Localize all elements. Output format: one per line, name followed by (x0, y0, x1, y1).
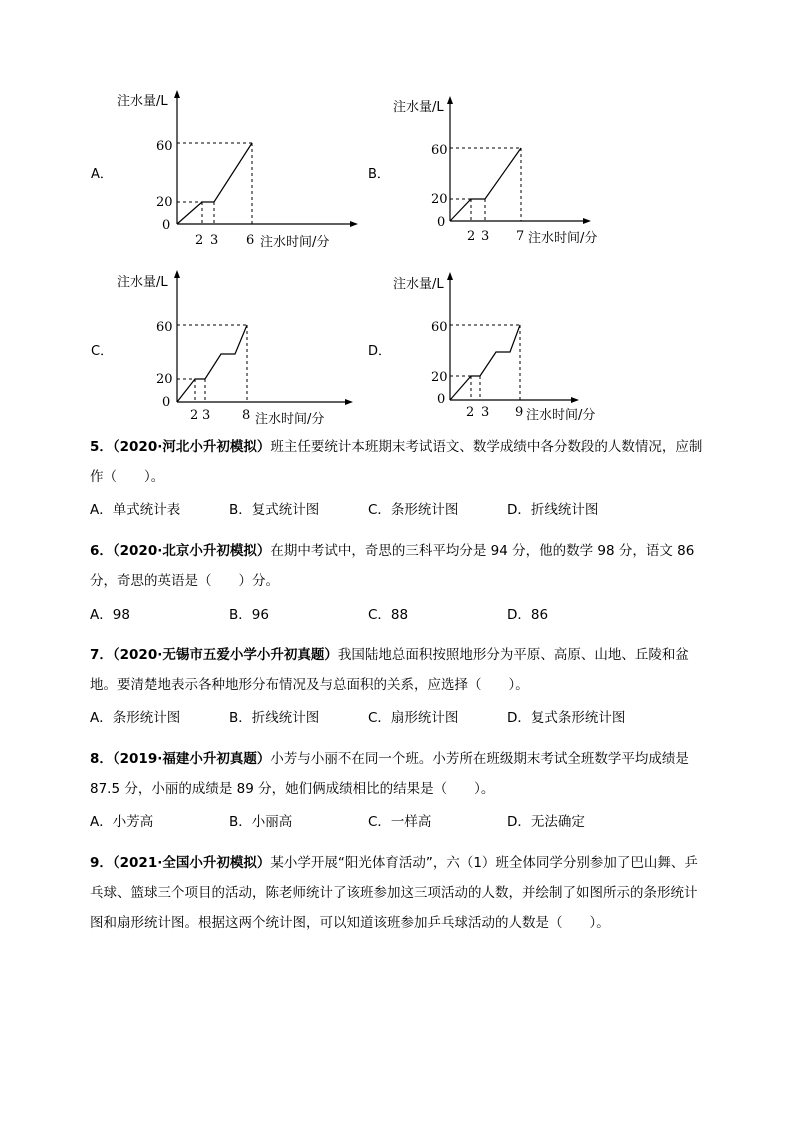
y-tick-20: 20 (431, 192, 448, 207)
choice-d[interactable]: D．86 (507, 607, 549, 623)
choice-b[interactable]: B．复式统计图 (229, 502, 320, 518)
question-8 (90, 744, 710, 804)
choice-b[interactable]: B．折线统计图 (229, 710, 320, 726)
water-line (177, 325, 247, 402)
option-c-graph (117, 268, 360, 433)
question-7-head: 7．（2020·无锡市五爱小学小升初真题） (90, 647, 338, 663)
question-5 (90, 432, 710, 492)
option-b-letter: B． (368, 167, 390, 182)
x-axis-label: 注水时间/分 (260, 235, 330, 250)
x-tick-3: 3 (202, 408, 211, 423)
x-axis-label: 注水时间/分 (526, 408, 596, 423)
y-tick-20: 20 (156, 372, 173, 387)
y-tick-0: 0 (437, 392, 446, 407)
y-tick-0: 0 (162, 395, 171, 410)
question-5-head: 5．（2020·河北小升初模拟） (90, 439, 271, 455)
choice-b[interactable]: B．小丽高 (229, 814, 293, 830)
y-axis-label: 注水量/L (393, 277, 444, 292)
question-9 (90, 848, 710, 938)
choice-a[interactable]: A．小芳高 (90, 814, 154, 830)
x-tick-2: 2 (190, 408, 199, 423)
x-tick-3: 3 (481, 229, 490, 244)
y-axis-label: 注水量/L (393, 100, 444, 115)
option-a-letter: A． (91, 167, 113, 182)
x-tick-end: 6 (246, 233, 255, 248)
question-7 (90, 640, 710, 700)
choice-c[interactable]: C．88 (368, 607, 409, 623)
question-6 (90, 536, 710, 596)
question-6-head: 6．（2020·北京小升初模拟） (90, 543, 271, 559)
x-tick-2: 2 (466, 405, 475, 420)
choice-a[interactable]: A．单式统计表 (90, 502, 181, 518)
water-line (450, 325, 520, 400)
choice-a[interactable]: A．条形统计图 (90, 710, 181, 726)
y-tick-0: 0 (437, 215, 446, 230)
option-a-graph (117, 88, 360, 258)
y-axis-label: 注水量/L (117, 94, 168, 109)
question-6-body: 在期中考试中，奇思的三科平均分是 94 分，他的数学 98 分，语文 86 分，奇思的英语是（ ）分。 (90, 543, 695, 589)
choice-d[interactable]: D．复式条形统计图 (507, 710, 626, 726)
y-tick-60: 60 (431, 320, 448, 335)
x-axis-label: 注水时间/分 (255, 412, 325, 427)
question-9-head: 9．（2021·全国小升初模拟） (90, 855, 271, 871)
x-tick-3: 3 (481, 405, 490, 420)
y-tick-0: 0 (162, 218, 171, 233)
choice-a[interactable]: A．98 (90, 607, 130, 623)
option-d-letter: D． (368, 344, 392, 359)
y-tick-60: 60 (156, 320, 173, 335)
water-line (177, 143, 252, 224)
x-tick-2: 2 (195, 233, 204, 248)
x-tick-2: 2 (467, 229, 476, 244)
question-7-body: 我国陆地总面积按照地形分为平原、高原、山地、丘陵和盆地。要清楚地表示各种地形分布情况及与总面积的关系，应选择（ ）。 (90, 647, 689, 693)
x-tick-end: 9 (515, 405, 524, 420)
x-tick-end: 7 (516, 229, 525, 244)
y-axis-label: 注水量/L (117, 275, 168, 290)
question-5-body: 班主任要统计本班期末考试语文、数学成绩中各分数段的人数情况，应制作（ ）。 (90, 439, 703, 485)
choice-d[interactable]: D．折线统计图 (507, 502, 599, 518)
question-9-body: 某小学开展“阳光体育活动”，六（1）班全体同学分别参加了巴山舞、乒乓球、篮球三个项目的活动，陈老师统计了该班参加这三项活动的人数，并绘制了如图所示的条形统计图和扇形统计图。根据这两个统计图，可以知道该班参加乒乓球活动的人数是（ ）。 (90, 855, 698, 931)
y-tick-20: 20 (156, 195, 173, 210)
option-d-graph (393, 270, 633, 430)
water-line (450, 148, 521, 221)
choice-d[interactable]: D．无法确定 (507, 814, 585, 830)
option-c-letter: C． (91, 344, 114, 359)
choice-c[interactable]: C．扇形统计图 (368, 710, 459, 726)
question-8-head: 8．（2019·福建小升初真题） (90, 751, 271, 767)
choice-b[interactable]: B．96 (229, 607, 269, 623)
choice-c[interactable]: C．条形统计图 (368, 502, 459, 518)
x-tick-3: 3 (210, 233, 219, 248)
x-axis-label: 注水时间/分 (528, 231, 598, 246)
y-tick-60: 60 (156, 139, 173, 154)
option-b-graph (393, 94, 633, 254)
choice-c[interactable]: C．一样高 (368, 814, 432, 830)
x-tick-end: 8 (242, 408, 251, 423)
y-tick-60: 60 (431, 143, 448, 158)
y-tick-20: 20 (431, 370, 448, 385)
question-8-body: 小芳与小丽不在同一个班。小芳所在班级期末考试全班数学平均成绩是 87.5 分，小丽的成绩是 89 分，她们俩成绩相比的结果是（ ）。 (90, 751, 689, 797)
